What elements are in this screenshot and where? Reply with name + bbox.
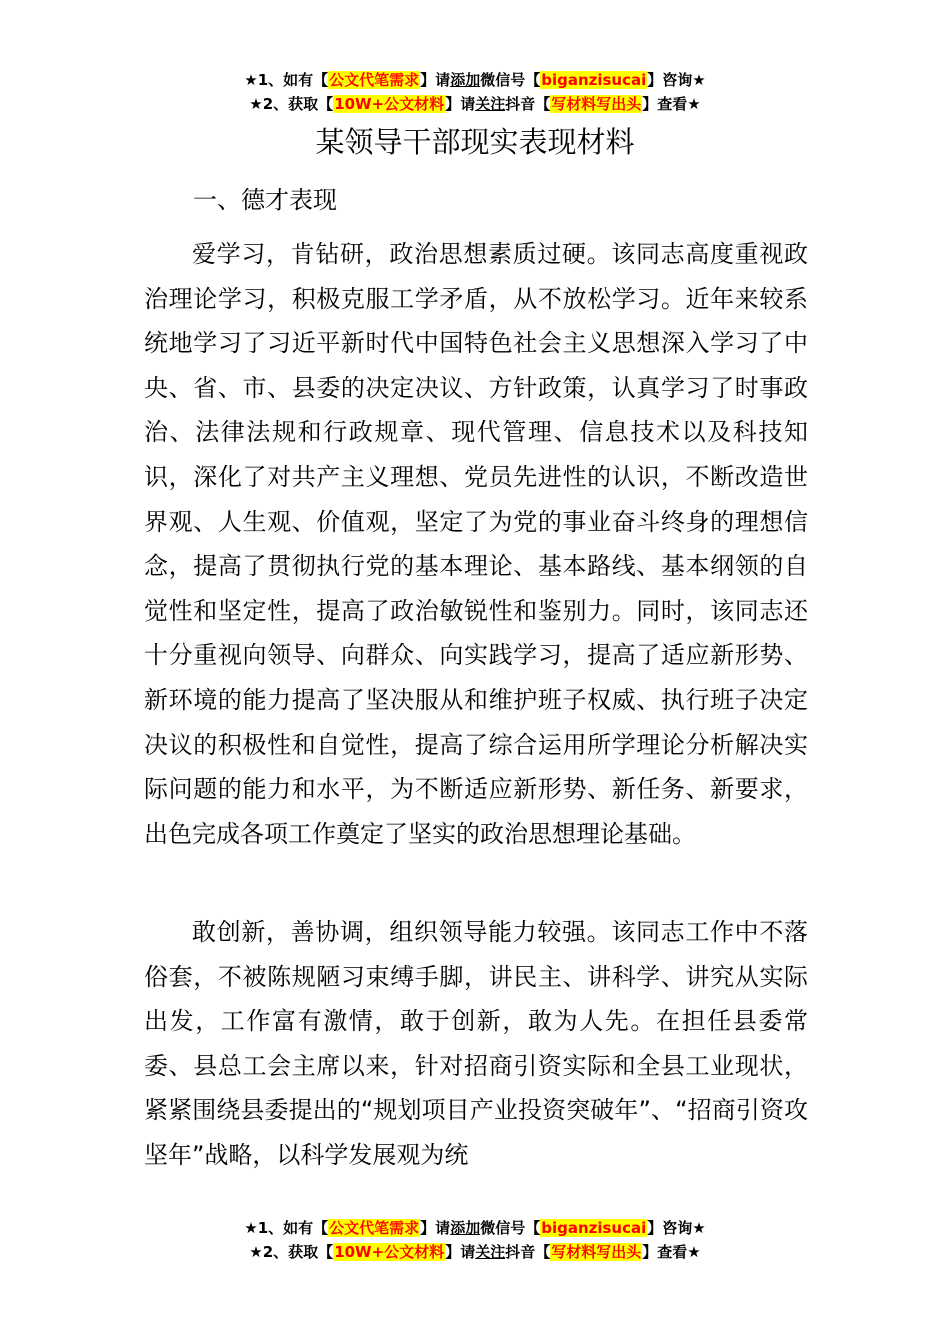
- promo-highlight: 10W+公文材料: [334, 95, 445, 113]
- promo-text: ★1、如有【: [244, 71, 329, 89]
- promo-text: 】查看★: [642, 1243, 701, 1261]
- promo-underlined-text: 关注: [475, 1243, 506, 1261]
- promo-line-2: [0, 92, 950, 116]
- promo-text: 】请: [445, 95, 476, 113]
- promo-text: 】咨询★: [647, 1219, 706, 1237]
- section-heading: 一、德才表现: [193, 186, 337, 214]
- promo-text: 】咨询★: [647, 71, 706, 89]
- body-paragraph-2: 敢创新，善协调，组织领导能力较强。该同志工作中不落俗套，不被陈规陋习束缚手脚，讲民主、讲科学、讲究从实际出发，工作富有激情，敢于创新，敢为人先。在担任县委常委、县总工会主席以来，针对招商引资实际和全县工业现状，紧紧围绕县委提出的“规划项目产业投资突破年”、“招商引资攻坚年”战略，以科学发展观为统: [144, 918, 808, 1169]
- promo-text: 微信号【: [480, 71, 541, 89]
- promo-text: 抖音【: [505, 95, 551, 113]
- promo-highlight: 写材料写出头: [551, 95, 642, 113]
- document-title: 某领导干部现实表现材料: [315, 125, 635, 159]
- promo-highlight: 公文代笔需求: [329, 71, 420, 89]
- promo-text: 】查看★: [642, 95, 701, 113]
- promo-text: ★2、获取【: [249, 95, 334, 113]
- promo-highlight: biganzisucai: [541, 1219, 647, 1237]
- promo-highlight: 写材料写出头: [551, 1243, 642, 1261]
- promo-banner-bottom: [0, 1216, 950, 1264]
- promo-text: 】请: [445, 1243, 476, 1261]
- promo-text: ★2、获取【: [249, 1243, 334, 1261]
- promo-text: 】请: [420, 1219, 451, 1237]
- promo-text: 微信号【: [480, 1219, 541, 1237]
- promo-highlight: biganzisucai: [541, 71, 647, 89]
- promo-underlined-text: 关注: [475, 95, 506, 113]
- promo-line-1: [0, 1216, 950, 1240]
- promo-underlined-text: 添加: [450, 71, 481, 89]
- promo-highlight: 10W+公文材料: [334, 1243, 445, 1261]
- promo-text: ★1、如有【: [244, 1219, 329, 1237]
- promo-underlined-text: 添加: [450, 1219, 481, 1237]
- body-paragraph-1: 爱学习，肯钻研，政治思想素质过硬。该同志高度重视政治理论学习，积极克服工学矛盾，从不放松学习。近年来较系统地学习了习近平新时代中国特色社会主义思想深入学习了中央、省、市、县委的决定决议、方针政策，认真学习了时事政治、法律法规和行政规章、现代管理、信息技术以及科技知识，深化了对共产主义理想、党员先进性的认识，不断改造世界观、人生观、价值观，坚定了为党的事业奋斗终身的理想信念，提高了贯彻执行党的基本理论、基本路线、基本纲领的自觉性和坚定性，提高了政治敏锐性和鉴别力。同时，该同志还十分重视向领导、向群众、向实践学习，提高了适应新形势、新环境的能力提高了坚决服从和维护班子权威、执行班子决定决议的积极性和自觉性，提高了综合运用所学理论分析解决实际问题的能力和水平，为不断适应新形势、新任务、新要求，出色完成各项工作奠定了坚实的政治思想理论基础。: [144, 240, 808, 848]
- promo-line-1: [0, 68, 950, 92]
- promo-text: 】请: [420, 71, 451, 89]
- promo-line-2: [0, 1240, 950, 1264]
- promo-text: 抖音【: [505, 1243, 551, 1261]
- promo-banner-top: [0, 68, 950, 116]
- promo-highlight: 公文代笔需求: [329, 1219, 420, 1237]
